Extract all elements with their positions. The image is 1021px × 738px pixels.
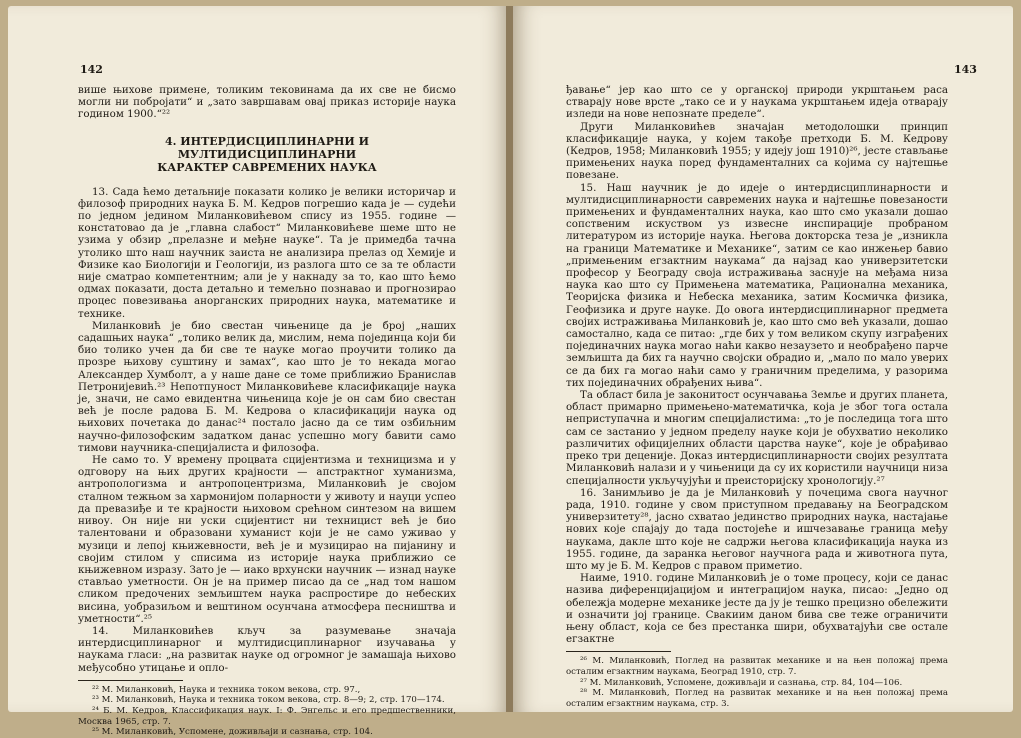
heading-line: КАРАКТЕР САВРЕМЕНИХ НАУКА <box>157 160 377 174</box>
page-number: 143 <box>954 63 977 76</box>
footnote: ²⁵ М. Миланковић, Успомене, доживљаји и сазнања, стр. 104. <box>92 727 373 738</box>
footnote-divider <box>566 651 671 652</box>
footnote: ²⁴ Б. М. Кедров, Классификация наук. I: Ф. Энгельс и его предшественники, Москва 1965, стр. 7. <box>78 705 456 727</box>
footnote: ²² М. Миланковић, Наука и техника током векова, стр. 97., <box>92 684 361 695</box>
section-heading <box>78 135 456 174</box>
page-text <box>566 84 948 709</box>
paragraph: Миланковић је био свестан чињенице да је број „наших садашњих наука“ „толико велик да, мислим, нема појединца који би био толико учен да би све те науке могао проучити толико да прозре њихову суштину и замах“, као што је то некада могао Александер Хумболт, а у наше дане се томе приближио Бранислав Петронијевић.²³ Непотпуност Миланковићеве класификације наука је, значи, не само евидентна чињеница које је он сам био свестан већ је после радова Б. М. Кедрова о класификацији наука од њихових почетака до данас²⁴ постало јасно да се тим озбиљним научно-филозофским задатком данас успешно могу бавити само тимови научника-специјалиста и филозофа. <box>78 319 456 454</box>
footnote: ²⁸ М. Миланковић, Поглед на развитак механике и на њен положај према осталим егзактним наукама, стр. 3. <box>566 688 948 709</box>
paragraph: ђавање“ јер као што се у органској природи укрштањем раса стварају нове врсте „тако се и у наукама укрштањем идеја отварају изледи на нове непознате пределе“. <box>566 84 948 121</box>
intro-paragraph: више њихове примене, толиким тековинама да их све не бисмо могли ни побројати“ и „зато завршавам овај приказ историје наука годином 1900.“²² <box>78 84 456 121</box>
right-page <box>513 6 1013 712</box>
paragraph: 13. Сада ћемо детаљније показати колико је велики историчар и филозоф природних наука Б. М. Кедров погрешио када је — судећи по једном једином Миланковићевом спису из 1955. године — констатовао да је „главна слабост“ Миланковићеве шеме што не узима у обзир „прелазне и међне науке“. Та је примедба тачна утолико што наш научник заиста не анализира прелаз од Хемије и Физике као Биологији и Геологији, из разлога што се за те области није сматрао компетентним; али је у накнаду за то, као што ћемо одмах показати, доста детаљно и темељно познавао и прогнозирао процес повезивања анорганских природних наука, математике и технике. <box>78 185 456 320</box>
paragraph: Наиме, 1910. године Миланковић је о томе процесу, који се данас назива диференцијацијом и интеграцијом наука, писао: „Једно од обележја модерне механике јесте да ју је тешко прецизно обележити и означити јој границе. Свакиим даном бива све теже ограничити њену област, која се без престанка шири, обухватајући све остале егзактне <box>566 572 948 646</box>
paragraph: Не само то. У времену процвата сцијентизма и техницизма и у одговору на њих других крајности — апстрактног хуманизма, антропологизма и антропоцентризма, Миланковић је својом сталном тежњом за хармонијом поларности у животу и науци успео да превазиђе и те крајности њиховом срећном синтезом на вишем нивоу. Он није ни уски сцијентист ни техницист већ је био талентовани и образовани хуманист који је не само уживао у музици и лепој књижевности, већ је и музицирао на пијанину и својим стилом у списима из историје наука приближио се књижевном изразу. Зато је — иако врхунски научник — изнад науке стављао уметности. Он је на пример писао да се „над том нашом сликом предочених земљиштем наука распростире до небеских висина, уобразиљом и вештином осунчана атмосфера песништва и уметности“.²⁵ <box>78 454 456 625</box>
footnote: ²⁶ М. Миланковић, Поглед на развитак механике и на њен положај према осталим егзактним наукама, Београд 1910, стр. 7. <box>566 656 948 677</box>
paragraph: Други Миланковићев значајан методолошки принцип класификације наука, у којем такође претходи Б. М. Кедрову (Кедров, 1958; Миланковић 1955; у идеју још 1910)²⁶, јесте стављање примењених наука поред фундаменталних са којима су најтешње повезане. <box>566 120 948 182</box>
footnote: ²⁷ М. Миланковић, Успомене, доживљаји и сазнања, стр. 84, 104—106. <box>580 677 903 688</box>
paragraph: 15. Наш научник је до идеје о интердисциплинарности и мултидисциплинарности савремених наука и најтешње повезаности примењених и фундаменталних наука, као што смо указали дошао сопственим искуством уз извесне инспирације пробраном литературом из историје наука. Његова докторска теза је „изникла на граници Математике и Механике“, затим се као инжењер бавио „примењеним егзактним наукама“ да најзад као универзитетски професор у Београду своја истраживања заснује на међама низа наука као што су Примењена математика, Рационална механика, Теоријска физика и Небеска механика, затим Космичка физика, Геофизика и друге науке. До овога интердисциплинарног предмета својих истраживања Миланковић је, као што смо већ указали, дошао самостално, када се питао: „где бих у том великом скупу изграђених појединачних наука могао наћи какво незаузето и необрађено парче земљишта да бих га научно својски обрадио и, „мало по мало уверих се да бих га могао наћи само у граничним пределима, у разорима тих појединачних обрађених њива“. <box>566 181 948 389</box>
paragraph: Та област била је законитост осунчавања Земље и других планета, област примарно примењено-математичка, која је због тога остала неприступачна и многим специјалистима: „то је последица тога што сам се застанио у једном пределу науке који је обухватио неколико различитих официјелних области царства науке“, које је обрађивао преко три деценије. Доказ интердисциплинарности својих резултата Миланковић налази и у чињеници да су их користили научници низа специјалности укључујући и преисторијску хронологију.²⁷ <box>566 389 948 487</box>
footnote: ²³ М. Миланковић, Наука и техника током векова, стр. 8—9; 2, стр. 170—174. <box>92 695 445 706</box>
paragraph: 14. Миланковићев кључ за разумевање значаја интердисциплинарног и мултидисциплинарног изучавања у наукама глаcи: „на развитак науке од огромног је замашаја њихово међусобно утицање и опло- <box>78 624 456 674</box>
heading-line: 4. ИНТЕРДИСЦИПЛИНАРНИ И МУЛТИДИСЦИПЛИНАРНИ <box>164 134 370 161</box>
book-spread <box>8 6 1013 738</box>
paragraph: 16. Занимљиво је да је Миланковић у почецима свога научног рада, 1910. године у свом приступном предавању на Београдском универзитету²⁸, јасно схватао јединство природних наука, настајање нових које спајају до тада постојеће и ишчезавање граница међу наукама, дакле што које не садржи његова класификација наука из 1955. године, да заранка његовог научнога рада и животнога пута, што му је Б. М. Кедров с правом приметио. <box>566 486 948 572</box>
page-number: 142 <box>80 63 103 76</box>
left-page <box>8 6 508 738</box>
page-text <box>78 84 456 738</box>
footnote-divider <box>78 680 183 681</box>
